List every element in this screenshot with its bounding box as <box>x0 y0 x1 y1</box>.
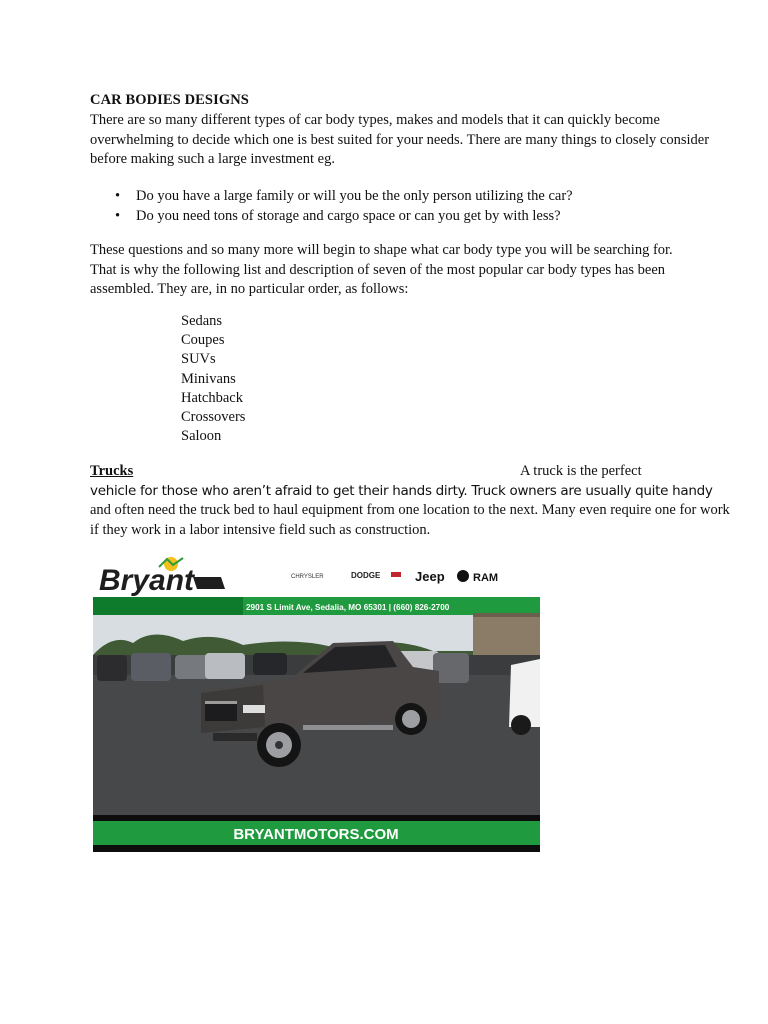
trucks-paragraph: and often need the truck bed to haul equipment from one location to the next. Many even require one for work if they work in a labor intensive field such as construction. <box>90 502 730 538</box>
body-types-intro: These questions and so many more will begin to shape what car body type you will be searching for. That is why the following list and description of seven of the most popular car body types has been assembled. They are, in no particular order, as follows: <box>90 242 673 297</box>
logo-text: Bryant <box>99 564 195 597</box>
trucks-line-1: vehicle for those who aren’t afraid to get their hands dirty. Truck owners are usually quite handy <box>90 483 713 499</box>
list-item: Saloon <box>181 428 222 445</box>
list-item: Hatchback <box>181 389 243 406</box>
list-item: Minivans <box>181 370 236 387</box>
body-types-list <box>181 312 245 446</box>
dealer-address: 2901 S Limit Ave, Sedalia, MO 65301 | (660) 826-2700 <box>246 603 450 612</box>
dealer-truck-photo <box>93 555 540 852</box>
trucks-lead-text: A truck is the perfect <box>520 463 642 479</box>
intro-paragraph: There are so many different types of car body types, makes and models that it can quickly become overwhelming to decide which one is best suited for your needs. There are many things to closely consider before making such a large investment eg. <box>90 112 710 167</box>
list-item-text: Do you have a large family or will you be the only person utilizing the car? <box>136 188 573 204</box>
ram-head-icon <box>457 570 469 582</box>
list-item: Sedans <box>181 313 223 329</box>
question-list <box>90 187 573 226</box>
trucks-section-title: Trucks <box>90 463 134 479</box>
brand-dodge: DODGE <box>351 571 381 580</box>
document-heading: CAR BODIES DESIGNS <box>90 92 249 108</box>
bullet-icon: • <box>115 207 121 224</box>
list-item: SUVs <box>181 351 216 368</box>
bullet-icon: • <box>115 188 121 204</box>
brand-ram: RAM <box>473 572 499 584</box>
list-item <box>90 207 573 227</box>
list-item: Coupes <box>181 332 225 349</box>
brand-jeep: Jeep <box>415 569 445 584</box>
brand-chrysler: CHRYSLER <box>291 574 324 580</box>
list-item-text: Do you need tons of storage and cargo space or can you get by with less? <box>136 207 561 224</box>
dealer-website: BRYANTMOTORS.COM <box>233 826 399 843</box>
list-item <box>90 187 573 207</box>
list-item: Crossovers <box>181 409 246 426</box>
dodge-stripe-icon <box>391 572 401 577</box>
